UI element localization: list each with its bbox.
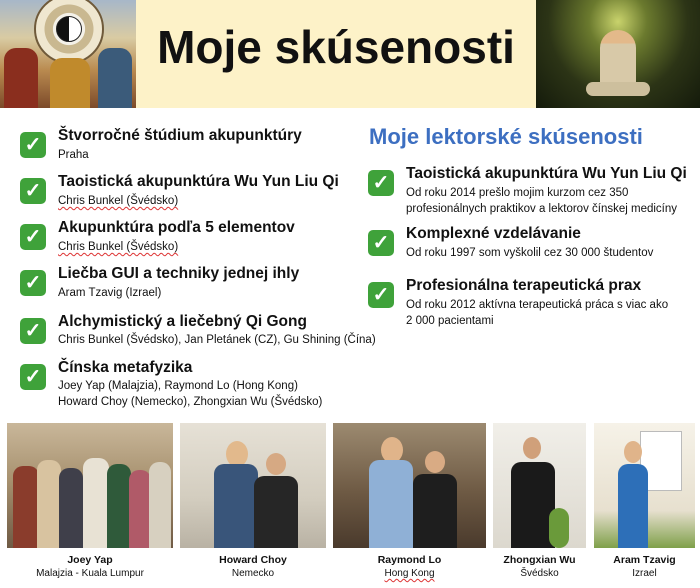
- page-title: Moje skúsenosti: [157, 21, 515, 73]
- check-icon: ✓: [20, 132, 46, 158]
- person-figure: [107, 464, 131, 548]
- check-icon: ✓: [20, 270, 46, 296]
- experience-title: Akupunktúra podľa 5 elementov: [58, 219, 295, 236]
- section-title: Moje lektorské skúsenosti: [369, 124, 643, 149]
- check-icon: ✓: [20, 364, 46, 390]
- meditation-image: [536, 0, 700, 108]
- experience-detail: Joey Yap (Malajzia), Raymond Lo (Hong Kong): [58, 380, 298, 392]
- lecturer-detail: 2 000 pacientami: [406, 315, 494, 327]
- experience-detail: Chris Bunkel (Švédsko): [58, 241, 179, 253]
- person-figure: [149, 462, 171, 548]
- check-icon: ✓: [368, 170, 394, 196]
- photo-raymond-lo: [333, 423, 486, 548]
- caption-name: Zhongxian Wu: [503, 554, 576, 566]
- check-icon: ✓: [20, 318, 46, 344]
- experience-detail: Chris Bunkel (Švédsko), Jan Pletánek (CZ), Gu Shining (Čína): [58, 334, 376, 346]
- lecturer-title: Profesionálna terapeutická prax: [406, 277, 642, 294]
- caption-location: Nemecko: [231, 568, 275, 579]
- experience-title: Alchymistický a liečebný Qi Gong: [58, 313, 307, 330]
- experience-detail: Howard Choy (Nemecko), Zhongxian Wu (Švédsko): [58, 396, 323, 408]
- lecturer-detail: Od roku 2012 aktívna terapeutická práca s viac ako: [406, 299, 669, 311]
- meditating-legs: [586, 82, 650, 96]
- caption-name: Joey Yap: [67, 554, 113, 566]
- person-figure: [83, 458, 109, 548]
- person-figure: [413, 474, 457, 548]
- experience-title: Taoistická akupunktúra Wu Yun Liu Qi: [58, 173, 339, 190]
- caption-location: Izrael: [632, 568, 657, 579]
- person-figure: [369, 460, 413, 548]
- person-figure: [13, 466, 39, 548]
- person-figure: [59, 468, 83, 548]
- photo-howard-choy: [180, 423, 326, 548]
- yin-yang-icon: [56, 16, 82, 42]
- caption-name: Raymond Lo: [377, 554, 442, 566]
- sage-figure: [98, 48, 132, 108]
- head: [425, 451, 445, 473]
- experience-detail: Praha: [58, 149, 89, 161]
- caption-location: Malajzia - Kuala Lumpur: [36, 568, 144, 579]
- experience-title: Liečba GUI a techniky jednej ihly: [58, 265, 300, 282]
- lecturer-detail: Od roku 2014 prešlo mojim kurzom cez 350: [406, 187, 629, 199]
- caption-name: Howard Choy: [219, 554, 287, 566]
- photo-joey-yap: [7, 423, 173, 548]
- caption-location: Hong Kong: [384, 568, 435, 579]
- experience-detail: Aram Tzavig (Izrael): [58, 287, 162, 299]
- experience-title: Čínska metafyzika: [58, 359, 193, 376]
- experience-detail: Chris Bunkel (Švédsko): [58, 195, 179, 207]
- experience-title: Štvorročné štúdium akupunktúry: [58, 127, 302, 144]
- photo-zhongxian-wu: [493, 423, 586, 548]
- lecturer-detail: profesionálnych praktikov a lektorov čínskej medicíny: [406, 203, 678, 215]
- head: [523, 437, 541, 459]
- person-figure: [129, 470, 151, 548]
- taoist-sages-image: [0, 0, 136, 108]
- caption-location: Švédsko: [520, 568, 559, 579]
- sage-figure: [50, 58, 90, 108]
- plant: [549, 508, 569, 548]
- person-figure: [618, 464, 648, 548]
- check-icon: ✓: [368, 282, 394, 308]
- lecturer-title: Komplexné vzdelávanie: [406, 225, 581, 242]
- photo-aram-tzavig: [594, 423, 695, 548]
- person-figure: [37, 460, 61, 548]
- head: [266, 453, 286, 475]
- lecturer-detail: Od roku 1997 som vyškolil cez 30 000 študentov: [406, 247, 654, 259]
- lecturer-title: Taoistická akupunktúra Wu Yun Liu Qi: [406, 165, 687, 182]
- check-icon: ✓: [368, 230, 394, 256]
- person-figure: [214, 464, 258, 548]
- head: [624, 441, 642, 463]
- check-icon: ✓: [20, 224, 46, 250]
- person-figure: [254, 476, 298, 548]
- sage-figure: [4, 48, 38, 108]
- check-icon: ✓: [20, 178, 46, 204]
- caption-name: Aram Tzavig: [613, 554, 676, 566]
